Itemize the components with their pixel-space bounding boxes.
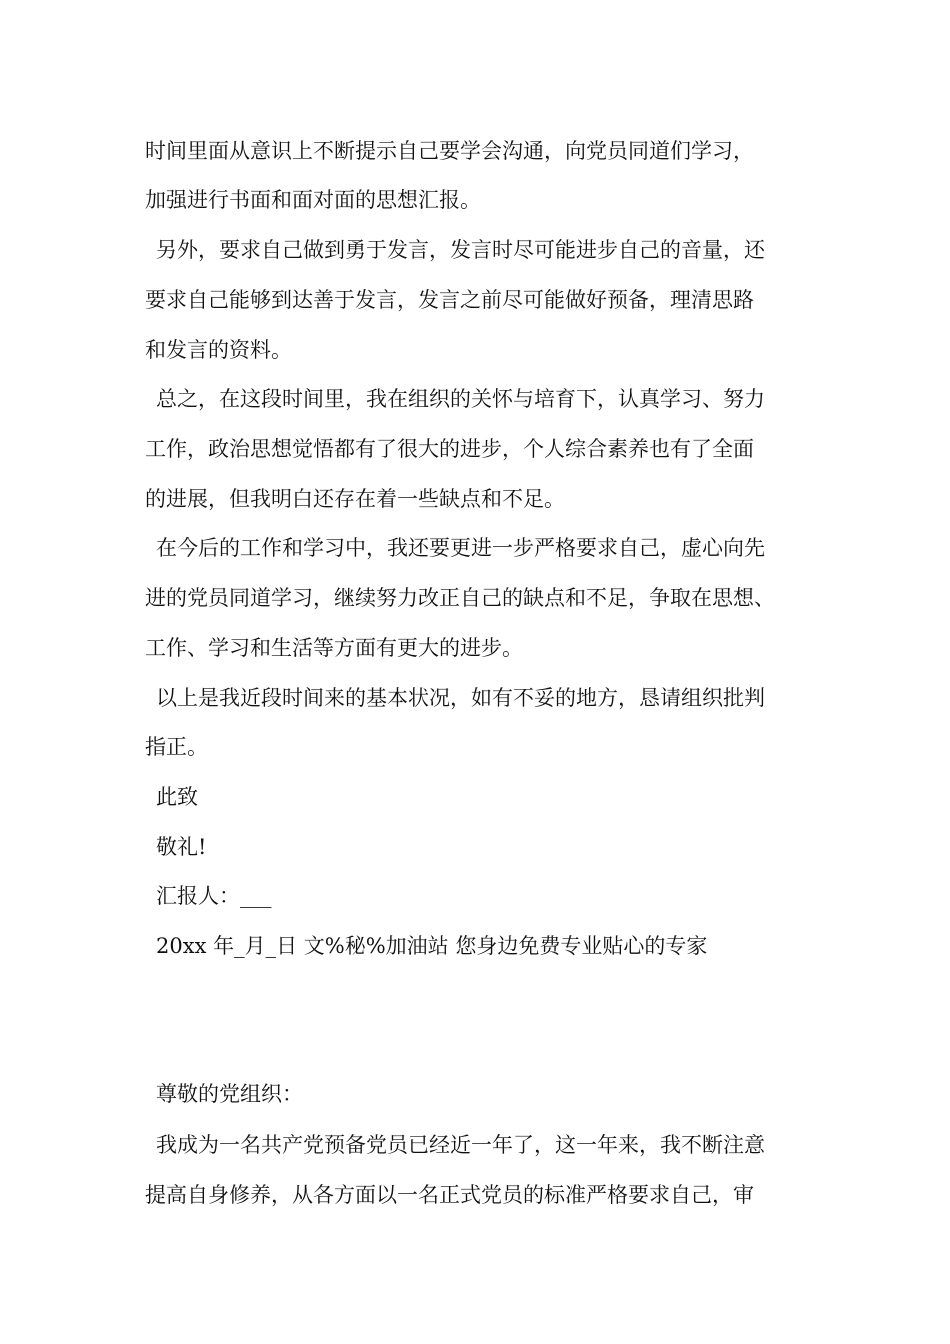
body-text-line: 总之，在这段时间里，我在组织的关怀与培育下，认真学习、努力 — [156, 387, 765, 411]
closing-salutation: 此致 — [156, 785, 198, 809]
body-text-line: 我成为一名共产党预备党员已经近一年了，这一年来，我不断注意 — [156, 1133, 765, 1157]
body-text-line: 以上是我近段时间来的基本状况，如有不妥的地方，恳请组织批判 — [156, 686, 765, 710]
date-line: 20xx 年_月_日 文%秘%加油站 您身边免费专业贴心的专家 — [156, 934, 708, 958]
body-text-line: 另外，要求自己做到勇于发言，发言时尽可能进步自己的音量，还 — [156, 238, 765, 262]
body-text-line: 时间里面从意识上不断提示自己要学会沟通，向党员同道们学习， — [145, 139, 754, 163]
body-text-line: 和发言的资料。 — [145, 338, 292, 362]
reporter-signature: 汇报人：___ — [156, 884, 272, 908]
body-text-line: 工作、学习和生活等方面有更大的进步。 — [145, 636, 523, 660]
body-text-line: 在今后的工作和学习中，我还要更进一步严格要求自己，虚心向先 — [156, 536, 765, 560]
body-text-line: 指正。 — [145, 735, 208, 759]
closing-regards: 敬礼! — [156, 835, 207, 859]
body-text-line: 要求自己能够到达善于发言，发言之前尽可能做好预备，理清思路 — [145, 288, 754, 312]
body-text-line: 工作，政治思想觉悟都有了很大的进步，个人综合素养也有了全面 — [145, 437, 754, 461]
body-text-line: 的进展，但我明白还存在着一些缺点和不足。 — [145, 487, 565, 511]
body-text-line: 进的党员同道学习，继续努力改正自己的缺点和不足，争取在思想、 — [145, 586, 775, 610]
body-text-line: 加强进行书面和面对面的思想汇报。 — [145, 188, 481, 212]
body-text-line: 提高自身修养，从各方面以一名正式党员的标准严格要求自己，审 — [145, 1183, 754, 1207]
letter-greeting: 尊敬的党组织： — [156, 1082, 303, 1106]
